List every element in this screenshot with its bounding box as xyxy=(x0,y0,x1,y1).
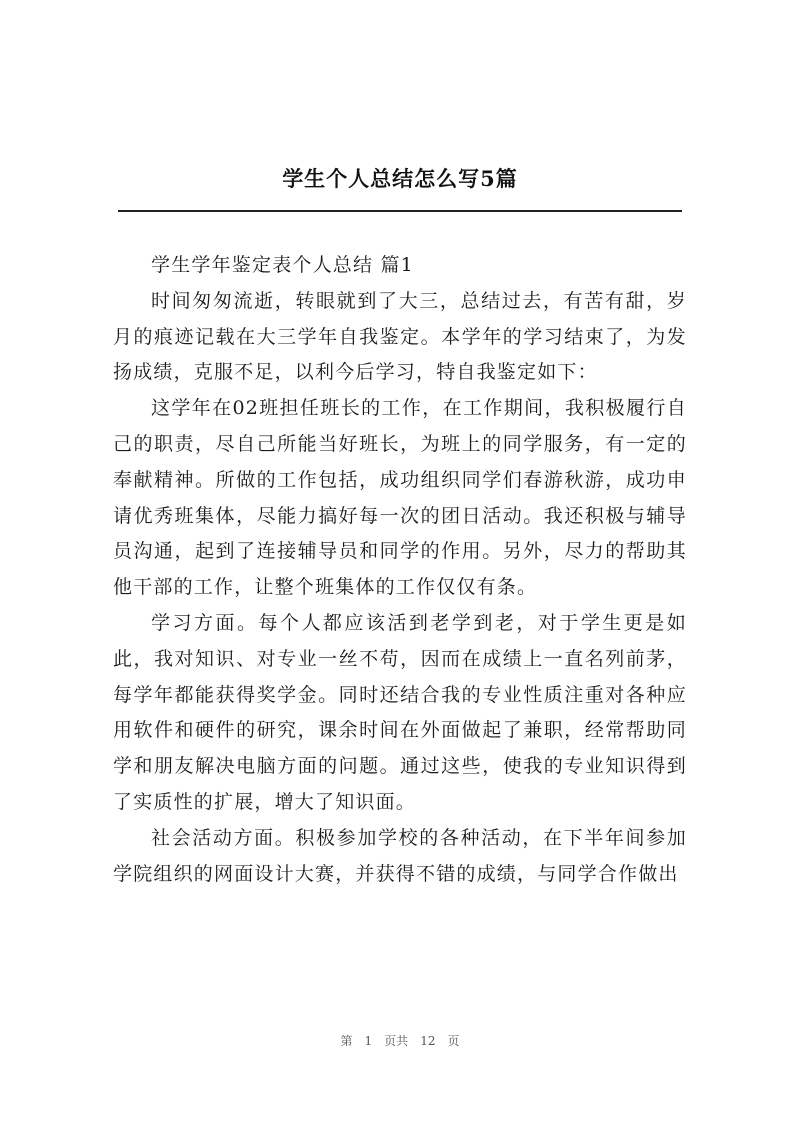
footer-label-pages: 页 xyxy=(447,1034,460,1048)
paragraph-intro: 时间匆匆流逝，转眼就到了大三，总结过去，有苦有甜，岁月的痕迹记载在大三学年自我鉴定。本学年的学习结束了，为发扬成绩，克服不足，以利今后学习，特自我鉴定如下： xyxy=(113,289,687,384)
footer-current-page: 1 xyxy=(364,1034,373,1048)
paragraph-work: 这学年在02班担任班长的工作，在工作期间，我积极履行自己的职责，尽自己所能当好班长，为班上的同学服务，有一定的奉献精神。所做的工作包括，成功组织同学们春游秋游，成功申请优秀班集体，尽能力搞好每一次的团日活动。我还积极与辅导员沟通，起到了连接辅导员和同学的作用。另外，尽力的帮助其他干部的工作，让整个班集体的工作仅仅有条。 xyxy=(113,397,687,599)
paragraph-study: 学习方面。每个人都应该活到老学到老，对于学生更是如此，我对知识、对专业一丝不苟，因而在成绩上一直名列前茅，每学年都能获得奖学金。同时还结合我的专业性质注重对各种应用软件和硬件的研究，课余时间在外面做起了兼职，经常帮助同学和朋友解决电脑方面的问题。通过这些，使我的专业知识得到了实质性的扩展，增大了知识面。 xyxy=(113,611,687,813)
footer-label-page: 第 xyxy=(340,1034,353,1048)
paragraph-social: 社会活动方面。积极参加学校的各种活动，在下半年间参加学院组织的网面设计大赛，并获得不错的成绩，与同学合作做出 xyxy=(113,826,687,885)
document-body xyxy=(113,248,687,892)
page-title: 学生个人总结怎么写5篇 xyxy=(282,166,518,191)
footer-label-of: 页共 xyxy=(384,1034,409,1048)
title-divider xyxy=(118,210,682,212)
footer-total-pages: 12 xyxy=(420,1034,436,1048)
page-footer xyxy=(0,1032,800,1049)
section-heading: 学生学年鉴定表个人总结 篇1 xyxy=(151,254,414,276)
